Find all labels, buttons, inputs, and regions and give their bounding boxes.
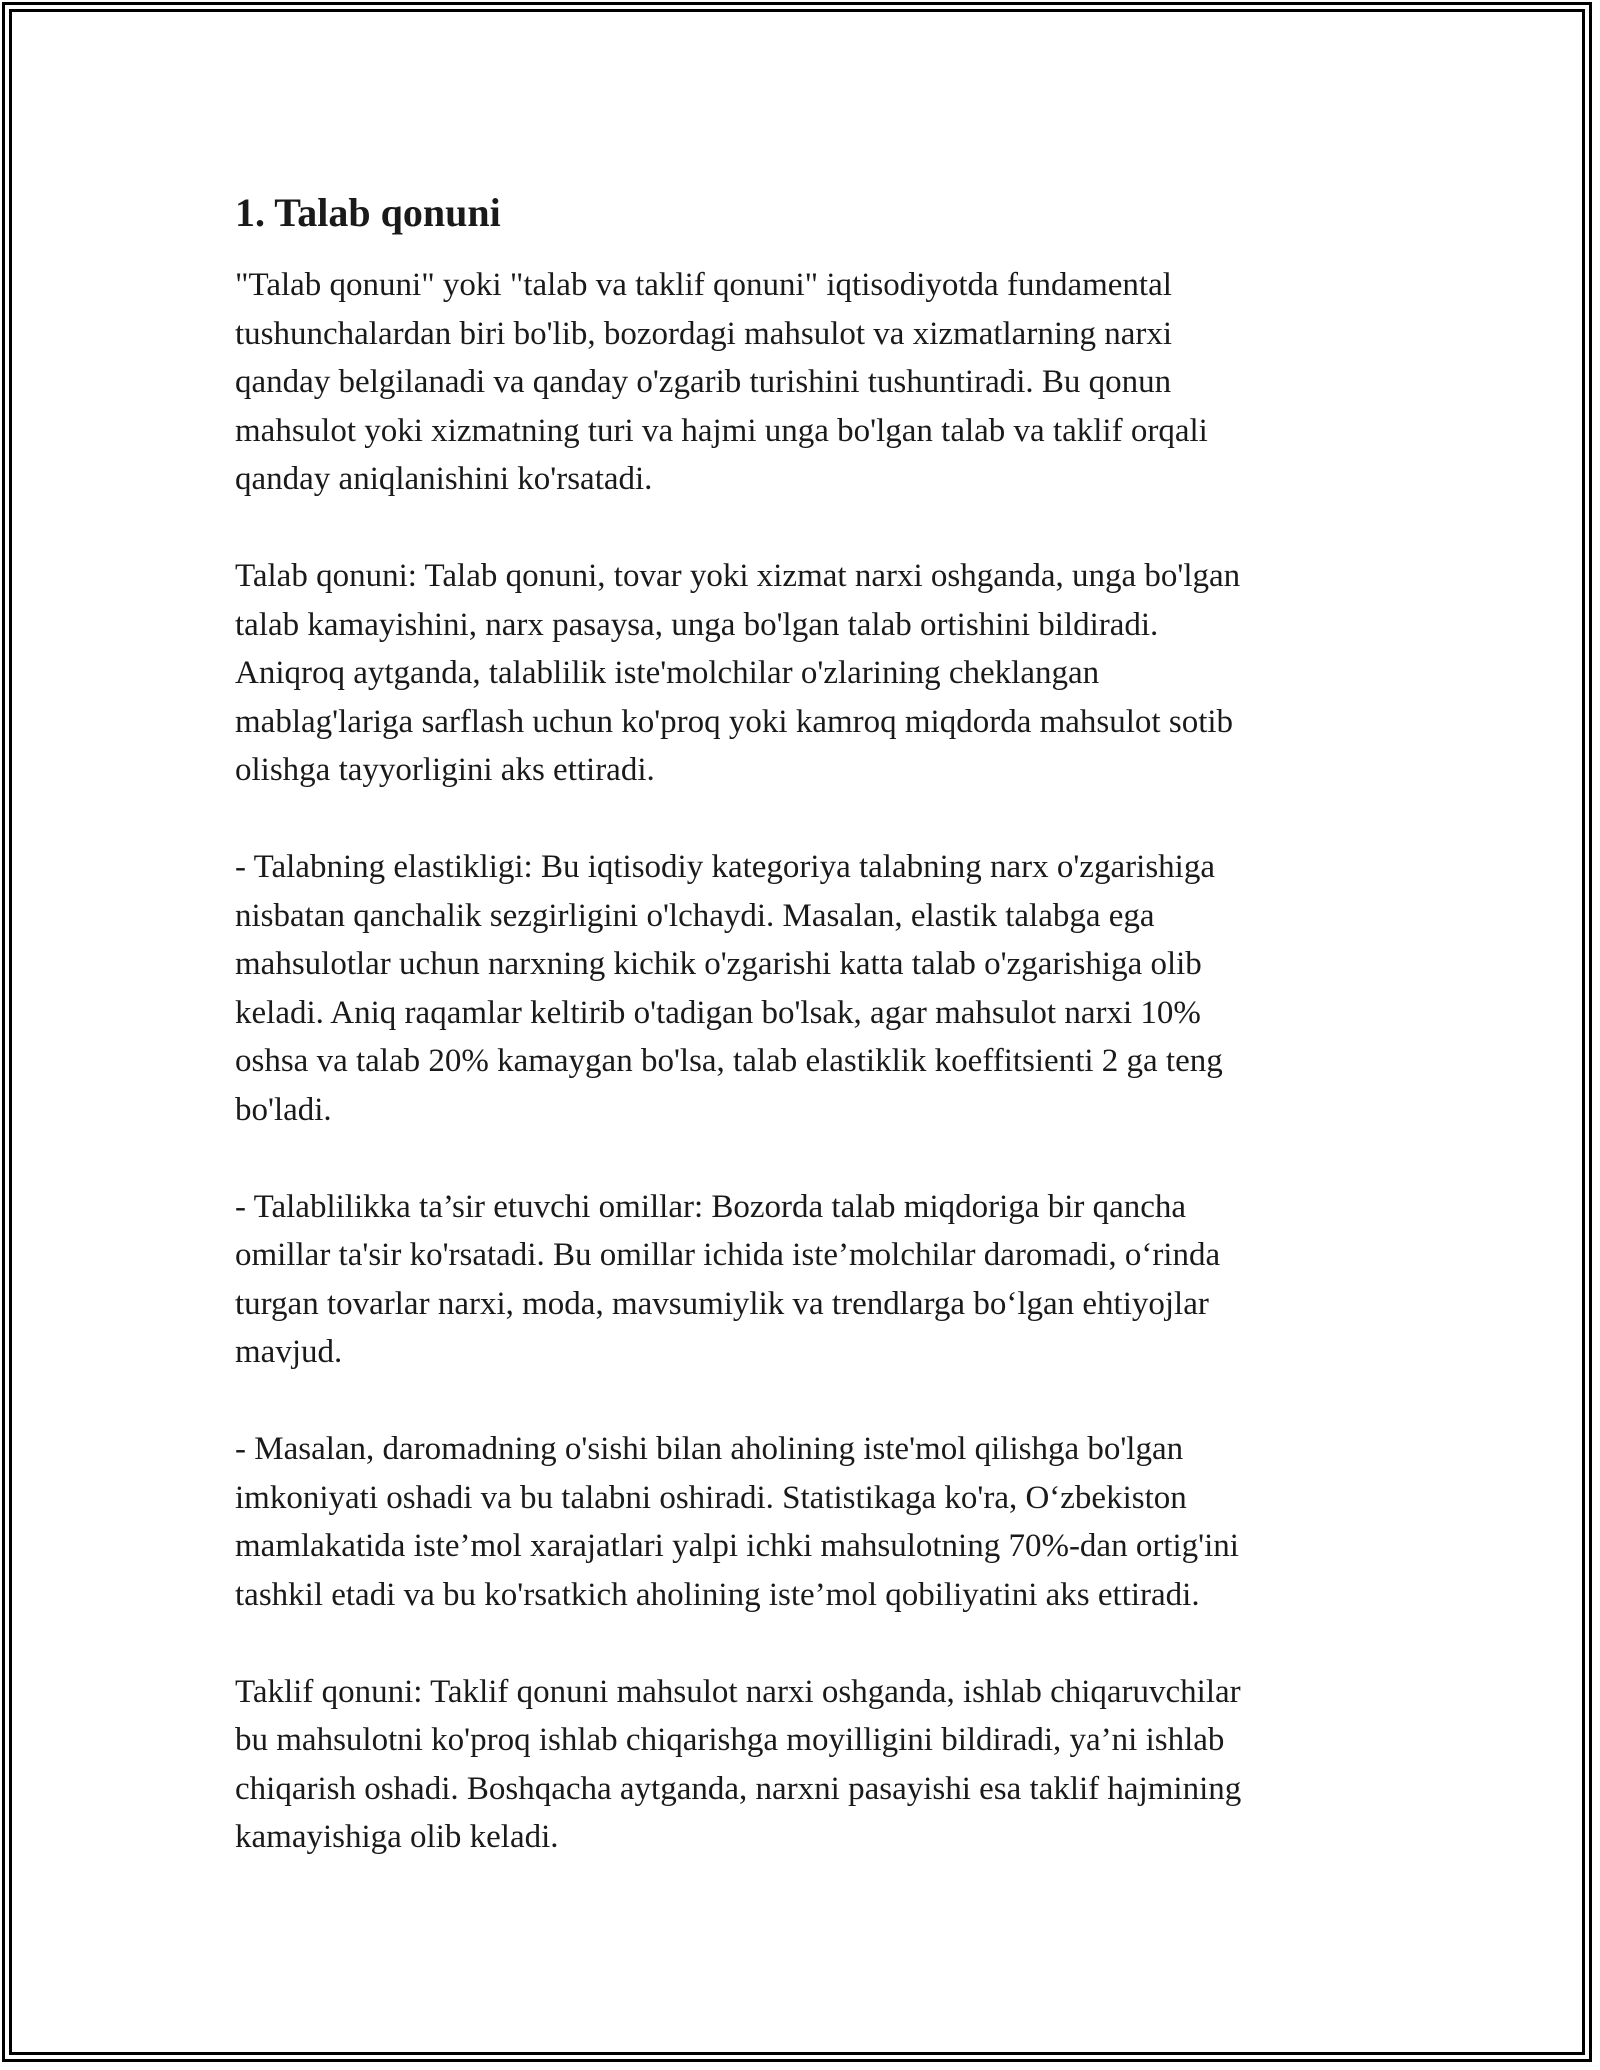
paragraph — [235, 261, 1375, 504]
paragraph-line: mablag'lariga sarflash uchun ko'proq yoki kamroq miqdorda mahsulot sotib — [235, 703, 1234, 740]
paragraph-line: keladi. Aniq raqamlar keltirib o'tadigan bo'lsak, agar mahsulot narxi 10% — [235, 994, 1201, 1031]
paragraph-line: olishga tayyorligini aks ettiradi. — [235, 752, 655, 788]
paragraph-line: "Talab qonuni" yoki "talab va taklif qonuni" iqtisodiyotda fundamental — [235, 267, 1172, 303]
paragraph-line: tushunchalardan biri bo'lib, bozordagi mahsulot va xizmatlarning narxi — [235, 315, 1173, 352]
paragraph-line: imkoniyati oshadi va bu talabni oshiradi. Statistikaga ko'ra, O‘zbekiston — [235, 1479, 1187, 1516]
paragraph-line: mavjud. — [235, 1334, 343, 1370]
paragraph-line: qanday belgilanadi va qanday o'zgarib turishini tushuntiradi. Bu qonun — [235, 364, 1172, 400]
paragraph-line: bu mahsulotni ko'proq ishlab chiqarishga moyilligini bildiradi, ya’ni ishlab — [235, 1722, 1225, 1758]
paragraph-list — [235, 261, 1375, 1862]
paragraph-line: nisbatan qanchalik sezgirligini o'lchaydi. Masalan, elastik talabga ega — [235, 897, 1155, 934]
paragraph-line: Taklif qonuni: Taklif qonuni mahsulot narxi oshganda, ishlab chiqaruvchilar — [235, 1673, 1241, 1710]
section-heading: 1. Talab qonuni — [235, 190, 501, 235]
paragraph-line: mamlakatida iste’mol xarajatlari yalpi ichki mahsulotning 70%-dan ortig'ini — [235, 1528, 1239, 1564]
paragraph-line: kamayishiga olib keladi. — [235, 1819, 559, 1855]
paragraph — [235, 843, 1375, 1134]
paragraph-line: - Masalan, daromadning o'sishi bilan aholining iste'mol qilishga bo'lgan — [235, 1431, 1184, 1467]
paragraph-line: tashkil etadi va bu ko'rsatkich aholining iste’mol qobiliyatini aks ettiradi. — [235, 1576, 1200, 1613]
paragraph-line: omillar ta'sir ko'rsatadi. Bu omillar ichida iste’molchilar daromadi, o‘rinda — [235, 1237, 1221, 1273]
paragraph — [235, 1425, 1375, 1619]
paragraph-line: Aniqroq aytganda, talablilik iste'molchilar o'zlarining cheklangan — [235, 655, 1100, 691]
paragraph-line: Talab qonuni: Talab qonuni, tovar yoki xizmat narxi oshganda, unga bo'lgan — [235, 558, 1241, 594]
paragraph-line: chiqarish oshadi. Boshqacha aytganda, narxni pasayishi esa taklif hajmining — [235, 1770, 1242, 1807]
paragraph — [235, 552, 1375, 795]
paragraph-line: oshsa va talab 20% kamaygan bo'lsa, talab elastiklik koeffitsienti 2 ga teng — [235, 1043, 1223, 1079]
paragraph-line: bo'ladi. — [235, 1091, 332, 1128]
paragraph-line: mahsulotlar uchun narxning kichik o'zgarishi katta talab o'zgarishiga olib — [235, 946, 1202, 982]
paragraph-line: mahsulot yoki xizmatning turi va hajmi unga bo'lgan talab va taklif orqali — [235, 412, 1208, 449]
document-body — [235, 185, 1375, 1910]
paragraph-line: qanday aniqlanishini ko'rsatadi. — [235, 461, 653, 497]
paragraph — [235, 1183, 1375, 1377]
paragraph — [235, 1668, 1375, 1862]
paragraph-line: turgan tovarlar narxi, moda, mavsumiylik va trendlarga bo‘lgan ehtiyojlar — [235, 1285, 1209, 1322]
paragraph-line: talab kamayishini, narx pasaysa, unga bo'lgan talab ortishini bildiradi. — [235, 606, 1159, 643]
paragraph-line: - Talablilikka ta’sir etuvchi omillar: Bozorda talab miqdoriga bir qancha — [235, 1188, 1187, 1225]
paragraph-line: - Talabning elastikligi: Bu iqtisodiy kategoriya talabning narx o'zgarishiga — [235, 849, 1215, 885]
